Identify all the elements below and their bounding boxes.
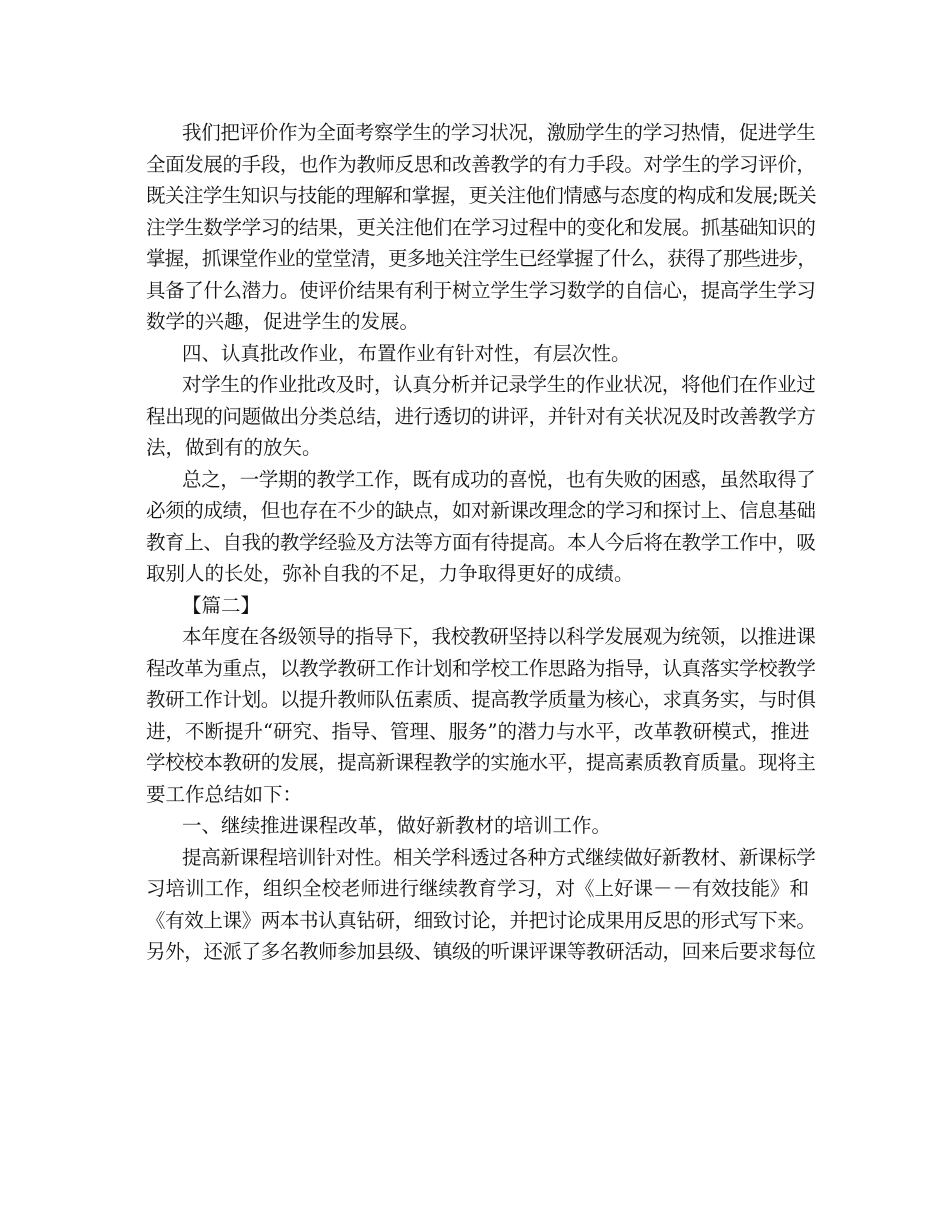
text-line: 程出现的问题做出分类总结，进行透切的讲评，并针对有关状况及时改善教学方 — [146, 404, 816, 428]
text-line: 我们把评价作为全面考察学生的学习状况，激励学生的学习热情，促进学生 — [182, 121, 816, 144]
text-line: 必须的成绩，但也存在不少的缺点，如对新课改理念的学习和探讨上、信息基础 — [146, 499, 816, 522]
text-line: 掌握，抓课堂作业的堂堂清，更多地关注学生已经掌握了什么，获得了那些进步， — [146, 247, 817, 270]
text-line: 教研工作计划。以提升教师队伍素质、提高教学质量为核心，求真务实，与时俱 — [146, 688, 816, 711]
text-line: 具备了什么潜力。使评价结果有利于树立学生学习数学的自信心，提高学生学习 — [146, 278, 816, 302]
text-line: 对学生的作业批改及时，认真分析并记录学生的作业状况，将他们在作业过 — [182, 373, 816, 396]
text-line: 全面发展的手段，也作为教师反思和改善教学的有力手段。对学生的学习评价， — [146, 152, 816, 176]
document-body — [146, 117, 816, 968]
text-line: 数学的兴趣，促进学生的发展。 — [146, 310, 420, 333]
text-line: 进，不断提升“研究、指导、管理、服务”的潜力与水平，改革教研模式，推进 — [146, 719, 810, 743]
text-line: 本年度在各级领导的指导下，我校教研坚持以科学发展观为统领，以推进课 — [182, 625, 816, 648]
text-line: 习培训工作，组织全校老师进行继续教育学习，对《上好课－－有效技能》和 — [146, 877, 810, 900]
text-line: 提高新课程培训针对性。相关学科透过各种方式继续做好新教材、新课标学 — [182, 845, 816, 869]
text-line: 法，做到有的放矢。 — [146, 436, 322, 459]
text-line: 另外，还派了多名教师参加县级、镇级的听课评课等教研活动，回来后要求每位 — [146, 940, 816, 963]
text-line: 注学生数学学习的结果，更关注他们在学习过程中的变化和发展。抓基础知识的 — [146, 215, 816, 239]
text-line: 学校校本教研的发展，提高新课程教学的实施水平，提高素质教育质量。现将主 — [146, 751, 816, 774]
text-line: 取别人的长处，弥补自我的不足，力争取得更好的成绩。 — [146, 562, 634, 585]
text-line: 一、继续推进课程改革，做好新教材的培训工作。 — [182, 814, 612, 837]
text-line: 程改革为重点，以教学教研工作计划和学校工作思路为指导，认真落实学校教学 — [146, 656, 816, 680]
text-line: 教育上、自我的教学经验及方法等方面有待提高。本人今后将在教学工作中，吸 — [146, 530, 816, 554]
text-line: 四、认真批改作业，布置作业有针对性，有层次性。 — [182, 341, 631, 365]
text-line: 总之，一学期的教学工作，既有成功的喜悦，也有失败的困惑，虽然取得了 — [182, 467, 816, 491]
text-line: 要工作总结如下： — [146, 782, 303, 806]
text-line: 既关注学生知识与技能的理解和掌握，更关注他们情感与态度的构成和发展;既关 — [146, 184, 817, 207]
text-line: 《有效上课》两本书认真钻研，细致讨论，并把讨论成果用反思的形式写下来。 — [146, 908, 816, 932]
text-line: 【篇二】 — [182, 593, 261, 617]
